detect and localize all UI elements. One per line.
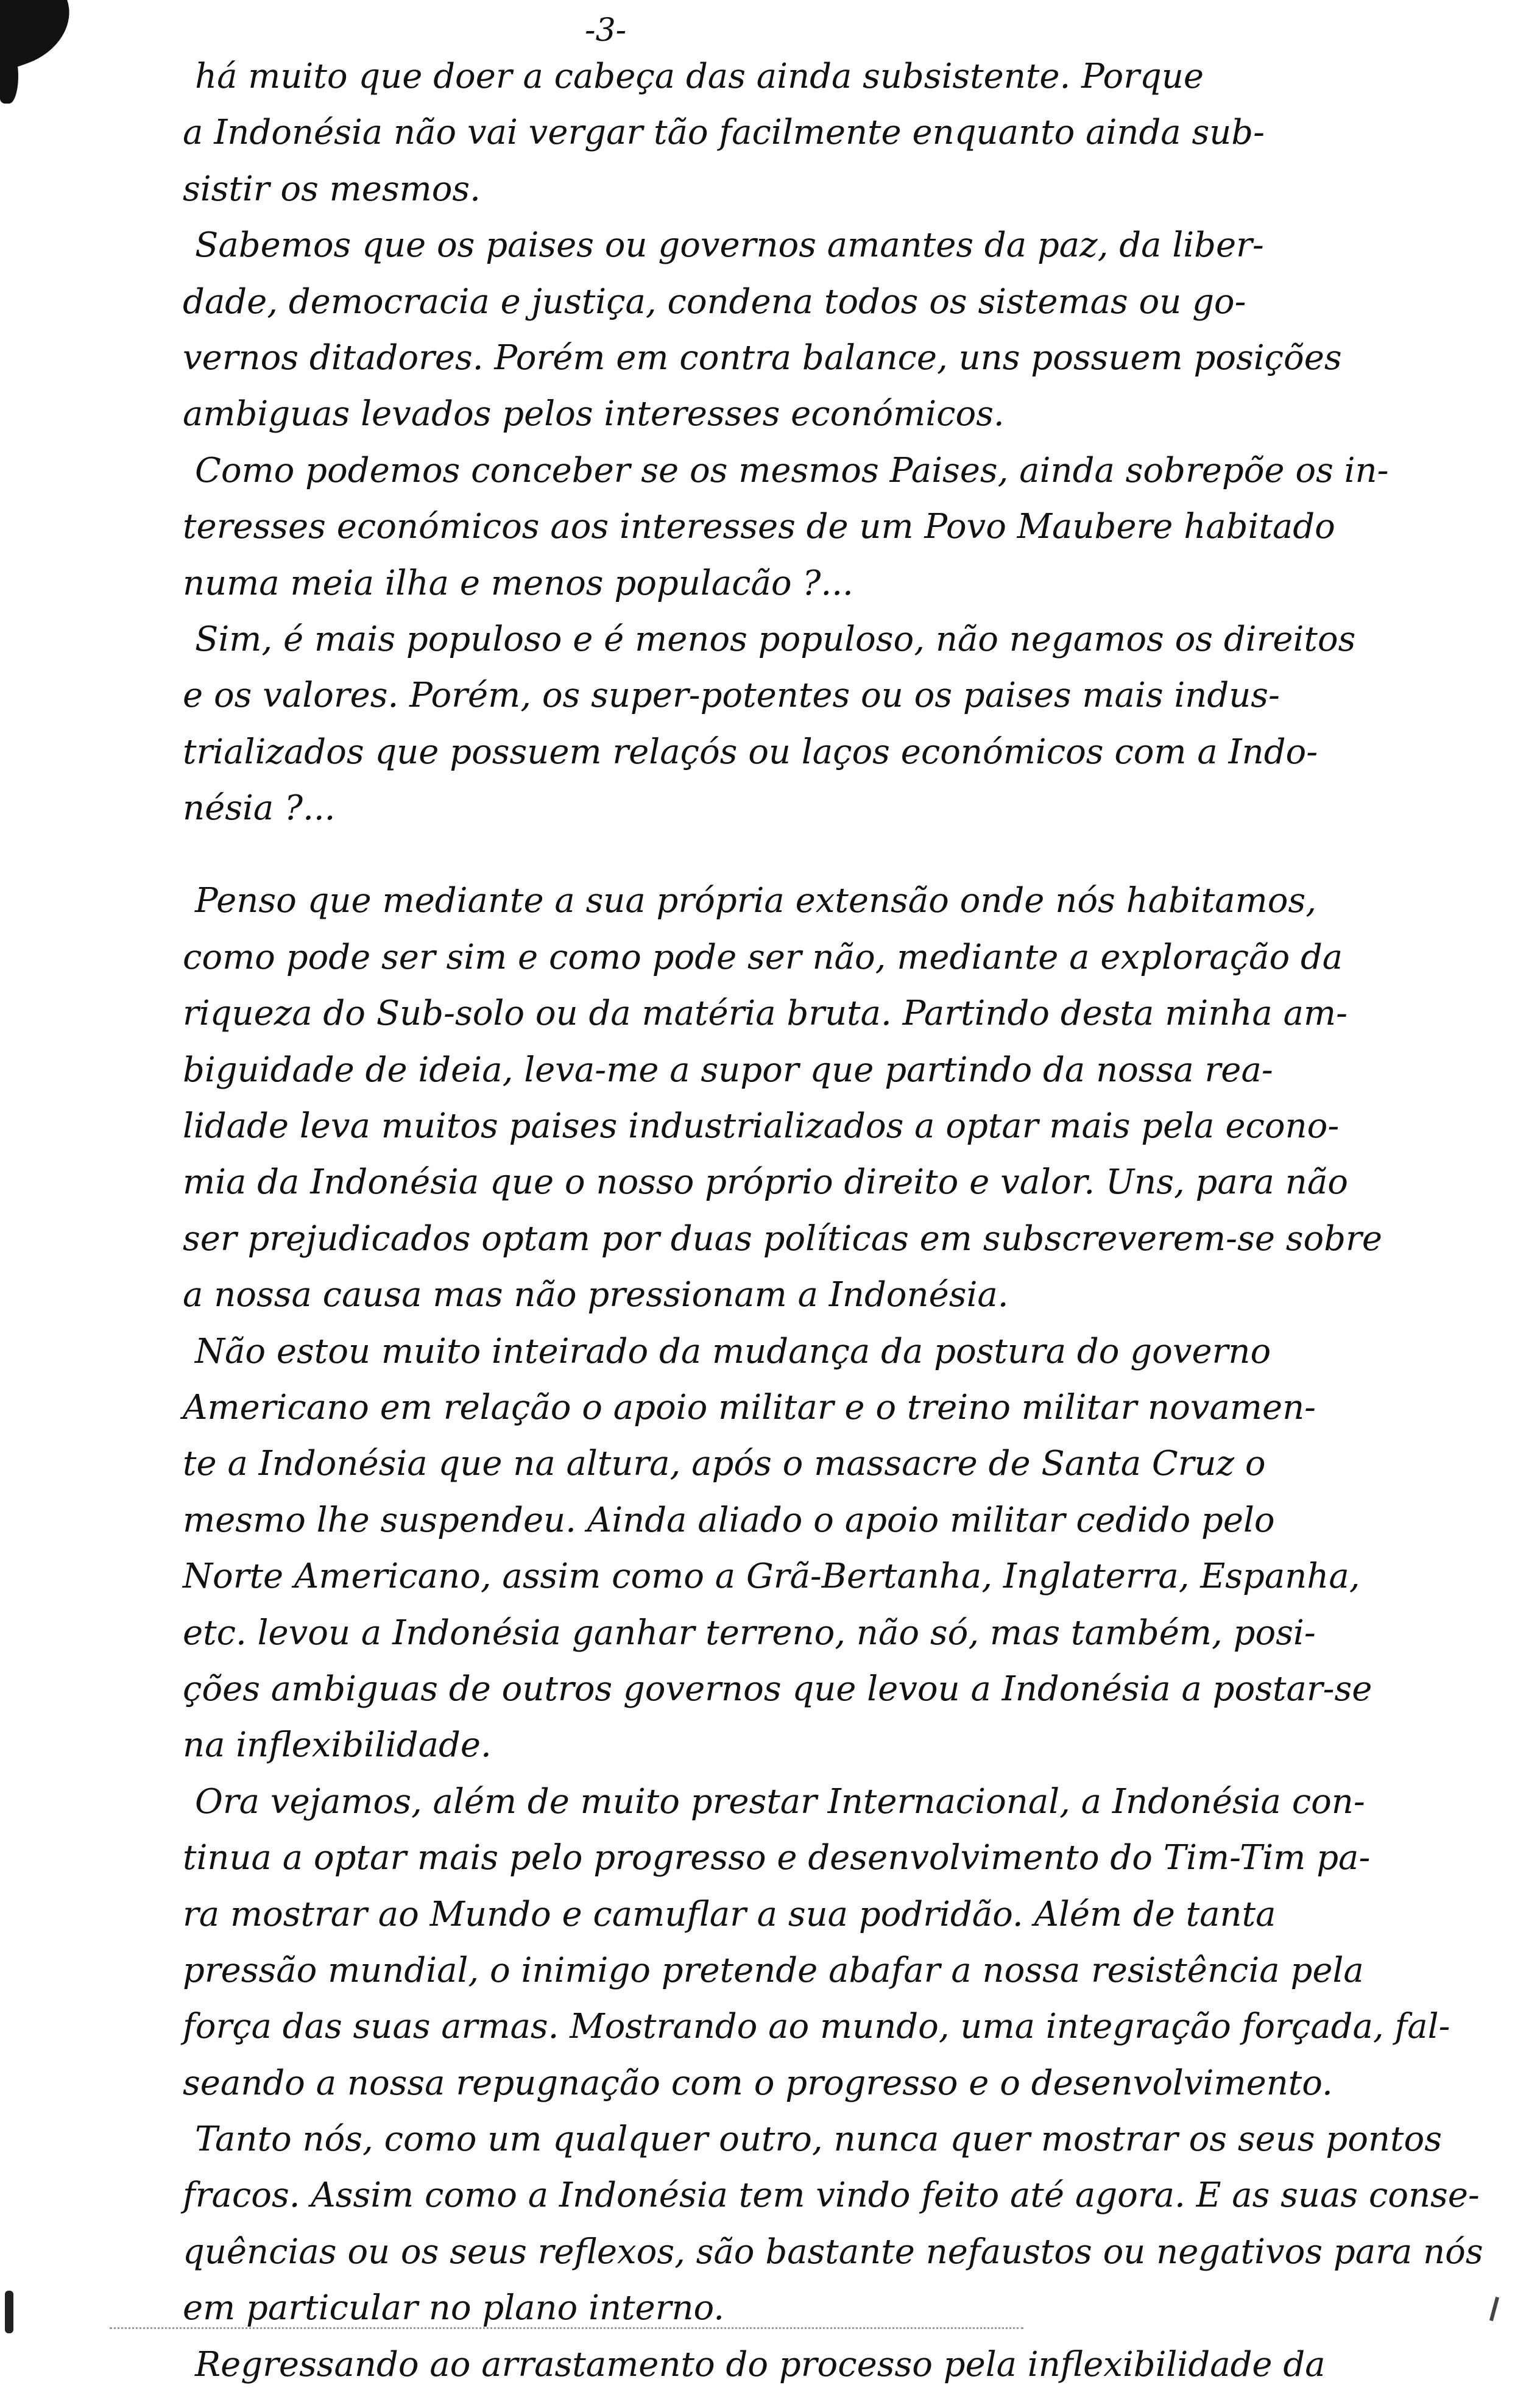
ink-blot-tail xyxy=(0,49,18,104)
paragraph xyxy=(183,443,1492,612)
text-line: força das suas armas. Mostrando ao mundo, uma integração forçada, fal- xyxy=(183,2007,1450,2047)
handwritten-text-body xyxy=(183,49,1492,2393)
text-line: Sim, é mais populoso e é menos populoso, não negamos os direitos xyxy=(195,619,1356,659)
text-line: há muito que doer a cabeça das ainda subsistente. Porque xyxy=(195,57,1204,96)
text-line: lidade leva muitos paises industrializados a optar mais pela econo- xyxy=(183,1106,1340,1147)
text-line: Penso que mediante a sua própria extensão onde nós habitamos, xyxy=(195,881,1317,921)
text-line: seando a nossa repugnação com o progresso e o desenvolvimento. xyxy=(183,2063,1333,2103)
text-line: Americano em relação o apoio militar e o treino militar novamen- xyxy=(183,1387,1316,1427)
paragraph xyxy=(183,873,1492,1323)
text-line: ser prejudicados optam por duas políticas em subscreverem-se sobre xyxy=(183,1218,1382,1259)
paragraph xyxy=(183,1324,1492,1774)
text-line: mia da Indonésia que o nosso próprio direito e valor. Uns, para não xyxy=(183,1162,1348,1203)
paragraph xyxy=(183,2112,1492,2337)
text-line: tinua a optar mais pelo progresso e desenvolvimento do Tim-Tim pa- xyxy=(183,1838,1371,1878)
scan-noise-line xyxy=(110,2327,1023,2331)
text-line: etc. levou a Indonésia ganhar terreno, não só, mas também, posi- xyxy=(183,1613,1316,1653)
text-line: a Indonésia não vai vergar tão facilmente enquanto ainda sub- xyxy=(183,113,1265,153)
margin-mark xyxy=(5,2291,13,2333)
text-line: fracos. Assim como a Indonésia tem vindo feito até agora. E as suas conse- xyxy=(183,2176,1480,2216)
text-line: riqueza do Sub-solo ou da matéria bruta. Partindo desta minha am- xyxy=(183,994,1348,1034)
text-line: Regressando ao arrastamento do processo pela inflexibilidade da xyxy=(195,2344,1326,2384)
text-line: Não estou muito inteirado da mudança da postura do governo xyxy=(195,1331,1271,1371)
text-line: Como podemos conceber se os mesmos Paises, ainda sobrepõe os in- xyxy=(195,450,1389,490)
text-line: na inflexibilidade. xyxy=(183,1725,492,1766)
text-line: trializados que possuem relaçós ou laços económicos com a Indo- xyxy=(183,732,1318,772)
text-line: como pode ser sim e como pode ser não, mediante a exploração da xyxy=(183,937,1343,977)
text-line: vernos ditadores. Porém em contra balance, uns possuem posições xyxy=(183,338,1342,378)
paragraph xyxy=(183,612,1492,837)
text-line: ambiguas levados pelos interesses económicos. xyxy=(183,394,1005,434)
paragraph xyxy=(183,2337,1492,2393)
page-number: -3- xyxy=(585,12,627,49)
text-line: te a Indonésia que na altura, após o massacre de Santa Cruz o xyxy=(183,1444,1266,1484)
text-line: quências ou os seus reflexos, são bastante nefaustos ou negativos para nós xyxy=(183,2232,1483,2272)
text-line: Norte Americano, assim como a Grã-Bertanha, Inglaterra, Espanha, xyxy=(183,1557,1360,1597)
text-line: numa meia ilha e menos populacão ?... xyxy=(183,563,853,603)
paragraph xyxy=(183,49,1492,217)
paragraph xyxy=(183,217,1492,443)
text-line: sistir os mesmos. xyxy=(183,169,481,209)
text-line: ções ambiguas de outros governos que levou a Indonésia a postar-se xyxy=(183,1669,1372,1709)
paragraph xyxy=(183,1774,1492,2112)
text-line: Tanto nós, como um qualquer outro, nunca quer mostrar os seus pontos xyxy=(195,2119,1442,2160)
text-line: ra mostrar ao Mundo e camuflar a sua podridão. Além de tanta xyxy=(183,1894,1276,1934)
text-line: pressão mundial, o inimigo pretende abafar a nossa resistência pela xyxy=(183,1950,1364,1990)
text-line: Sabemos que os paises ou governos amantes da paz, da liber- xyxy=(195,225,1264,266)
text-line: Ora vejamos, além de muito prestar Internacional, a Indonésia con- xyxy=(195,1781,1365,1822)
text-line: e os valores. Porém, os super-potentes ou os paises mais indus- xyxy=(183,676,1280,716)
text-line: em particular no plano interno. xyxy=(183,2288,725,2328)
text-line: dade, democracia e justiça, condena todos os sistemas ou go- xyxy=(183,281,1246,322)
text-line: mesmo lhe suspendeu. Ainda aliado o apoio militar cedido pelo xyxy=(183,1500,1275,1540)
text-line: nésia ?... xyxy=(183,788,336,829)
text-line: biguidade de ideia, leva-me a supor que partindo da nossa rea- xyxy=(183,1050,1273,1090)
text-line: a nossa causa mas não pressionam a Indonésia. xyxy=(183,1275,1009,1315)
paragraph-gap xyxy=(183,836,1492,873)
text-line: teresses económicos aos interesses de um Povo Maubere habitado xyxy=(183,507,1335,547)
